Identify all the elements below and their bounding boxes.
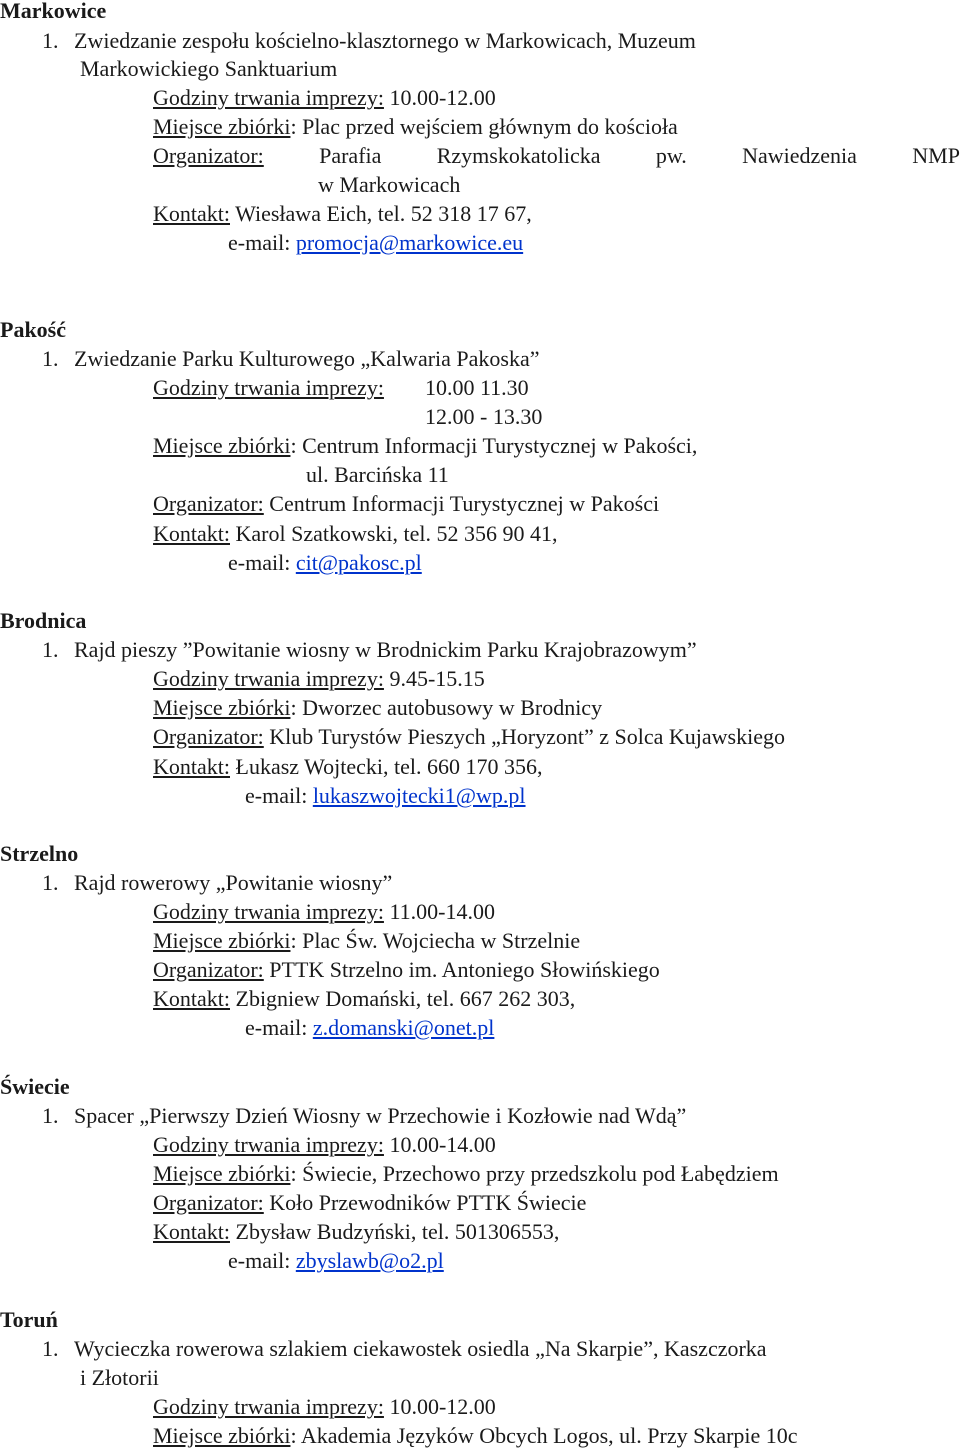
event-organizer: [153, 1190, 586, 1216]
place-label: Miejsce zbiórki: [153, 1423, 291, 1448]
event-number: 1.: [42, 1336, 59, 1361]
event-number: 1.: [42, 870, 59, 895]
hours-label: Godziny trwania imprezy:: [153, 899, 384, 924]
place-label: Miejsce zbiórki: [153, 1161, 291, 1186]
email-label: e-mail:: [245, 1015, 313, 1040]
event-title: [42, 28, 696, 54]
hours-value: 12.00 - 13.30: [425, 404, 543, 429]
organizer-word: Rzymskokatolicka: [436, 143, 601, 168]
email-label: e-mail:: [228, 230, 296, 255]
event-contact: [153, 201, 532, 227]
place-label: Miejsce zbiórki: [153, 928, 291, 953]
organizer-label: Organizator:: [153, 957, 264, 982]
organizer-value: Centrum Informacji Turystycznej w Pakości: [263, 491, 660, 516]
event-contact: [153, 521, 558, 547]
place-value: : Świecie, Przechowo przy przedszkolu pod Łabędziem: [290, 1161, 779, 1186]
organizer-value: Koło Przewodników PTTK Świecie: [263, 1190, 587, 1215]
event-meeting-place: [153, 433, 697, 459]
hours-label: Godziny trwania imprezy:: [153, 1394, 384, 1419]
place-label: Miejsce zbiórki: [153, 695, 291, 720]
hours-value: 11.00-14.00: [383, 899, 495, 924]
event-organizer: [153, 143, 960, 169]
email-label: e-mail:: [228, 1248, 296, 1273]
organizer-word: Nawiedzenia: [742, 143, 857, 168]
event-number: 1.: [42, 1103, 59, 1128]
event-contact: [153, 754, 543, 780]
contact-label: Kontakt:: [153, 201, 230, 226]
hours-value: 10.00-12.00: [383, 1394, 496, 1419]
event-hours: [153, 375, 384, 401]
event-title-text: Rajd rowerowy „Powitanie wiosny”: [74, 870, 393, 895]
event-email: [228, 230, 523, 256]
event-title: [42, 870, 392, 896]
email-link[interactable]: promocja@markowice.eu: [295, 230, 524, 255]
event-title-continued: i Złotorii: [80, 1365, 159, 1390]
section-heading-markowice: Markowice: [0, 0, 107, 23]
event-title: [42, 1103, 686, 1129]
event-organizer: [153, 957, 660, 983]
event-title: [42, 346, 540, 372]
event-contact: [153, 1219, 559, 1245]
event-meeting-place: [153, 1161, 779, 1187]
hours-value: 10.00-12.00: [383, 85, 496, 110]
contact-value: Łukasz Wojtecki, tel. 660 170 356,: [230, 754, 543, 779]
organizer-label: Organizator:: [153, 143, 264, 168]
event-email: [245, 783, 526, 809]
place-value: : Akademia Języków Obcych Logos, ul. Przy Skarpie 10c: [290, 1423, 798, 1448]
organizer-word: pw.: [655, 143, 687, 168]
organizer-word: Parafia: [319, 143, 382, 168]
email-link[interactable]: z.domanski@onet.pl: [312, 1015, 495, 1040]
event-number: 1.: [42, 637, 59, 662]
event-email: [228, 550, 422, 576]
place-continued: ul. Barcińska 11: [306, 462, 449, 487]
event-hours: [153, 85, 496, 111]
event-contact: [153, 986, 575, 1012]
email-label: e-mail:: [228, 550, 296, 575]
event-title-text: Zwiedzanie Parku Kulturowego „Kalwaria Pakoska”: [74, 346, 540, 371]
event-title: [42, 637, 697, 663]
email-link[interactable]: lukaszwojtecki1@wp.pl: [312, 783, 526, 808]
event-hours: [153, 666, 485, 692]
contact-label: Kontakt:: [153, 521, 230, 546]
hours-label: Godziny trwania imprezy:: [153, 85, 384, 110]
place-value: : Plac przed wejściem głównym do kościoła: [290, 114, 678, 139]
email-label: e-mail:: [245, 783, 313, 808]
hours-label: Godziny trwania imprezy:: [153, 375, 384, 400]
organizer-word: NMP: [912, 143, 960, 168]
event-title-text: Spacer „Pierwszy Dzień Wiosny w Przechowie i Kozłowie nad Wdą”: [74, 1103, 687, 1128]
event-number: 1.: [42, 346, 59, 371]
organizer-label: Organizator:: [153, 724, 264, 749]
event-email: [245, 1015, 494, 1041]
place-label: Miejsce zbiórki: [153, 433, 291, 458]
email-link[interactable]: zbyslawb@o2.pl: [295, 1248, 444, 1273]
event-title: [42, 1336, 767, 1362]
contact-value: Zbigniew Domański, tel. 667 262 303,: [230, 986, 576, 1011]
hours-value: 9.45-15.15: [383, 666, 485, 691]
organizer-label: Organizator:: [153, 491, 264, 516]
section-heading-pakosc: Pakość: [0, 317, 66, 342]
event-number: 1.: [42, 28, 59, 53]
event-organizer: [153, 724, 785, 750]
event-meeting-place: [153, 1423, 798, 1449]
organizer-continued: w Markowicach: [318, 172, 461, 197]
event-title-text: Rajd pieszy ”Powitanie wiosny w Brodnickim Parku Krajobrazowym”: [74, 637, 697, 662]
event-meeting-place: [153, 114, 678, 140]
contact-value: Wiesława Eich, tel. 52 318 17 67,: [230, 201, 532, 226]
hours-value: 10.00 11.30: [425, 375, 529, 400]
section-heading-brodnica: Brodnica: [0, 608, 87, 633]
organizer-label: Organizator:: [153, 1190, 264, 1215]
section-heading-torun: Toruń: [0, 1307, 58, 1332]
contact-label: Kontakt:: [153, 1219, 230, 1244]
section-heading-swiecie: Świecie: [0, 1074, 70, 1099]
contact-value: Zbysław Budzyński, tel. 501306553,: [230, 1219, 560, 1244]
hours-label: Godziny trwania imprezy:: [153, 666, 384, 691]
organizer-value: Klub Turystów Pieszych „Horyzont” z Solca Kujawskiego: [263, 724, 785, 749]
place-value: : Plac Św. Wojciecha w Strzelnie: [290, 928, 581, 953]
event-hours: [153, 899, 495, 925]
contact-label: Kontakt:: [153, 754, 230, 779]
event-title-continued: Markowickiego Sanktuarium: [80, 56, 338, 81]
event-hours: [153, 1394, 496, 1420]
event-meeting-place: [153, 695, 602, 721]
place-value: : Centrum Informacji Turystycznej w Pakości,: [290, 433, 698, 458]
email-link[interactable]: cit@pakosc.pl: [295, 550, 422, 575]
event-organizer: [153, 491, 659, 517]
hours-value: 10.00-14.00: [383, 1132, 496, 1157]
event-meeting-place: [153, 928, 580, 954]
place-value: : Dworzec autobusowy w Brodnicy: [290, 695, 603, 720]
section-heading-strzelno: Strzelno: [0, 841, 79, 866]
contact-value: Karol Szatkowski, tel. 52 356 90 41,: [230, 521, 558, 546]
place-label: Miejsce zbiórki: [153, 114, 291, 139]
contact-label: Kontakt:: [153, 986, 230, 1011]
event-email: [228, 1248, 444, 1274]
event-hours: [153, 1132, 496, 1158]
event-title-text: Wycieczka rowerowa szlakiem ciekawostek osiedla „Na Skarpie”, Kaszczorka: [74, 1336, 767, 1361]
event-title-text: Zwiedzanie zespołu kościelno-klasztornego w Markowicach, Muzeum: [74, 28, 696, 53]
hours-label: Godziny trwania imprezy:: [153, 1132, 384, 1157]
organizer-value: PTTK Strzelno im. Antoniego Słowińskiego: [263, 957, 660, 982]
